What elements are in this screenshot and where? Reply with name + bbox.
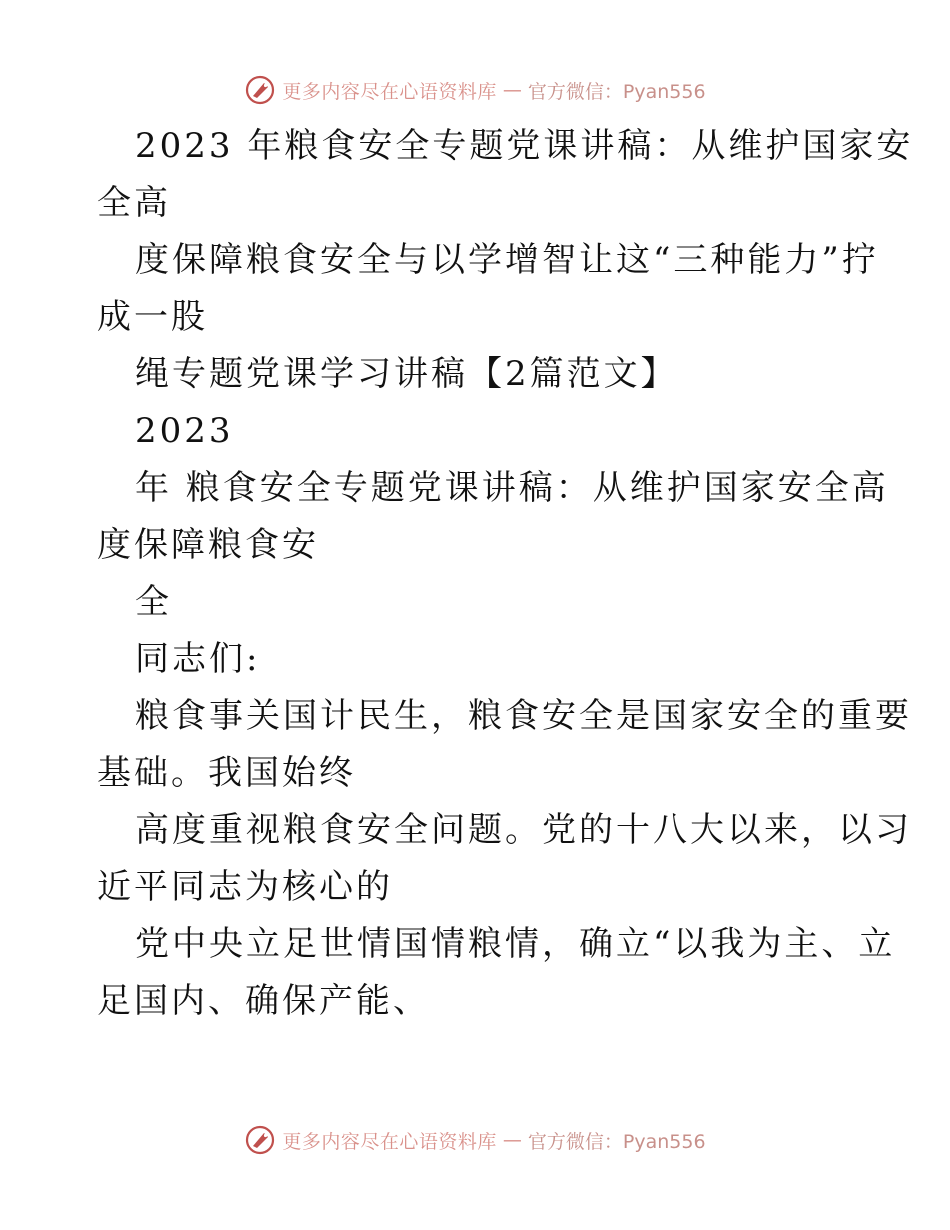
- paragraph-line: 足国内、确保产能、: [97, 981, 430, 1021]
- paragraph-line: 党中央立足世情国情粮情，确立“以我为主、立: [135, 924, 896, 964]
- title-line-4: 成一股: [97, 297, 208, 337]
- watermark-separator: —: [502, 79, 522, 101]
- title-line-3: 度保障粮食安全与以学增智让这“三种能力”拧: [135, 240, 879, 280]
- watermark-wechat: 官方微信：Pyan556: [527, 80, 706, 103]
- title-line-2: 全高: [97, 183, 171, 223]
- paragraph-line: 基础。我国始终: [97, 753, 356, 793]
- subtitle-line-3: 全: [135, 582, 172, 622]
- watermark-wechat: 官方微信：Pyan556: [527, 1130, 706, 1153]
- title-line-5: 绳专题党课学习讲稿【2篇范文】: [135, 354, 678, 394]
- footer-watermark: [0, 1120, 950, 1160]
- paragraph-line: 高度重视粮食安全问题。党的十八大以来，以习: [135, 810, 912, 850]
- paragraph-line: 近平同志为核心的: [97, 867, 393, 907]
- watermark-text: 更多内容尽在心语资料库: [282, 1130, 497, 1153]
- header-watermark: [0, 70, 950, 110]
- watermark-separator: —: [502, 1129, 522, 1151]
- paragraph-line: 粮食事关国计民生，粮食安全是国家安全的重要: [135, 696, 912, 736]
- pen-nib-logo-icon: [244, 1124, 276, 1156]
- subtitle-year: 2023: [135, 411, 234, 451]
- subtitle-line-1: 年 粮食安全专题党课讲稿：从维护国家安全高: [135, 468, 889, 508]
- document-body: [97, 118, 914, 1030]
- salutation: 同志们:: [135, 639, 261, 679]
- subtitle-line-2: 度保障粮食安: [97, 525, 319, 565]
- title-line-1: 2023 年粮食安全专题党课讲稿：从维护国家安: [135, 126, 914, 166]
- watermark-text: 更多内容尽在心语资料库: [282, 80, 497, 103]
- pen-nib-logo-icon: [244, 74, 276, 106]
